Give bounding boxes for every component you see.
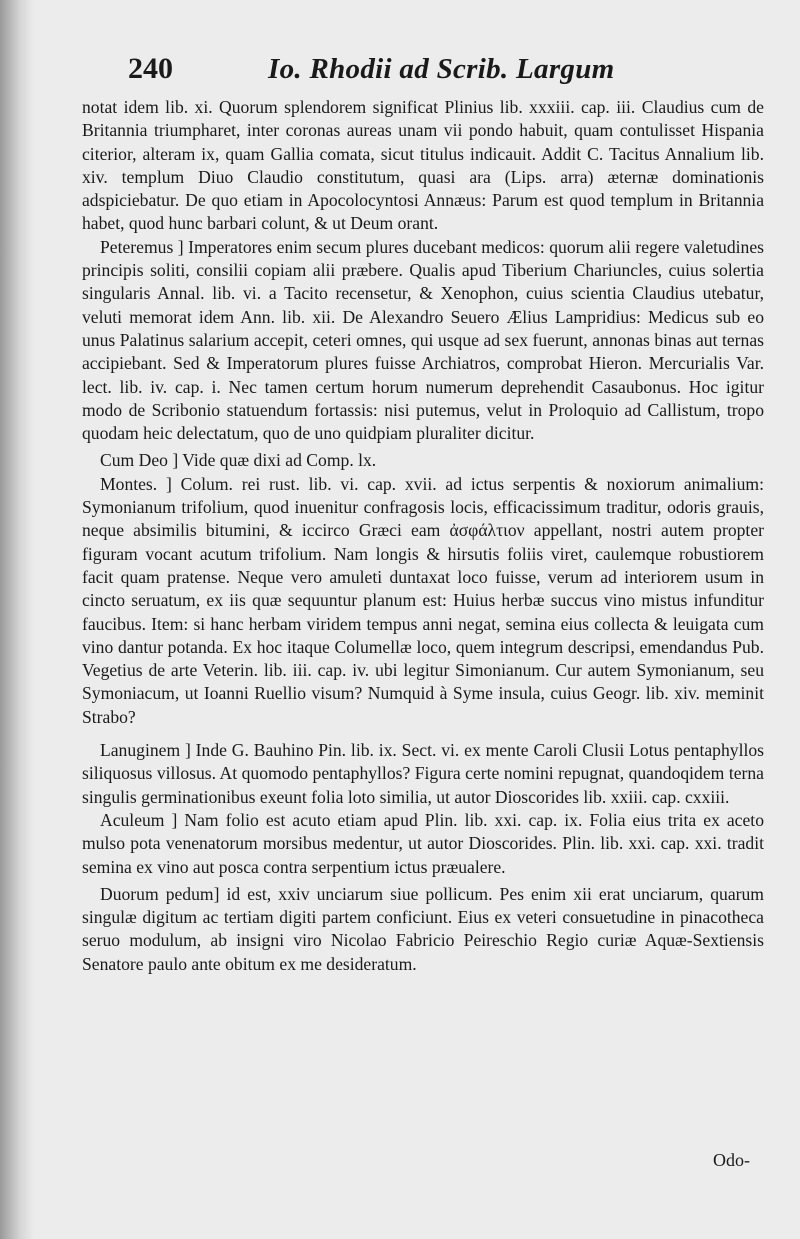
page-number: 240 xyxy=(128,52,173,85)
catchword: Odo- xyxy=(713,1150,750,1170)
body-text xyxy=(82,96,764,976)
running-head xyxy=(82,52,764,94)
paragraph-montes: Montes. ] Colum. rei rust. lib. vi. cap. xvii. ad ictus serpentis & noxiorum animalium: Symonianum trifolium, quod inuenitur confragosis locis, efficacissimum traditur, odoris grauis, neque absimilis bitumini, & iccirco Græci eam ἀσφάλτιον appellant, nostri autem propter figuram vocant acutum trifolium. Nam longis & hirsutis foliis viret, caulemque robustiorem facit quam pratense. Neque vero amuleti duntaxat loco fuisse, verum ad interiorem usum in cincto seruatum, ex iis quæ sequuntur planum est: Huius herbæ succus vino mistus infunditur faucibus. Item: si hanc herbam viridem tempus anni negat, semina eius collecta & leuigata cum vino dantur potanda. Ex hoc itaque Columellæ loco, quem integrum descripsi, emendandus Pub. Vegetius de arte Veterin. lib. iii. cap. iv. ubi legitur Simonianum. Cur autem Symonianum, seu Symoniacum, ut Ioanni Ruellio visum? Numquid à Syme insula, cuius Geogr. lib. xiv. meminit Strabo? xyxy=(82,473,764,727)
paragraph-cum-deo: Cum Deo ] Vide quæ dixi ad Comp. lx. xyxy=(100,450,377,471)
paragraph-lanuginem: Lanuginem ] Inde G. Bauhino Pin. lib. ix. Sect. vi. ex mente Caroli Clusii Lotus pentaphyllos siliquosus villosus. At quomodo pentaphyllos? Figura certe nomini repugnat, quandoqidem terna singulis germinationibus exeunt folia loto similia, ut autor Dioscorides lib. xxiii. cap. cxxiii. xyxy=(82,740,764,807)
paragraph-peteremus: Peteremus ] Imperatores enim secum plures ducebant medicos: quorum alii regere valetudines principis soliti, consilii copiam alii præbere. Qualis apud Tiberium Chariuncles, cuius solertia singularis Annal. lib. vi. a Tacito recensetur, & Xenophon, cuius scientia Claudius utebatur, veluti memorat idem Ann. lib. xii. De Alexandro Seuero Ælius Lampridius: Medicus sub eo unus Palatinus salarium accepit, ceteri omnes, qui usque ad sex fuerunt, annonas binas aut ternas accipiebant. Sed & Imperatorum plures fuisse Archiatros, comprobat Hieron. Mercurialis Var. lect. lib. iv. cap. i. Nec tamen certum horum numerum deprehendit Casaubonus. Hoc igitur modo de Scribonio statuendum fortassis: nisi putemus, velut in Proloquio ad Callistum, tropo quodam heic delectatum, quo de uno quidpiam pluraliter dicitur. xyxy=(82,236,764,444)
paragraph-continuation: notat idem lib. xi. Quorum splendorem significat Plinius lib. xxxiii. cap. iii. Claudius cum de Britannia triumpharet, inter coronas aureas unam vii pondo habuit, quam contulisset Hispania citerior, alteram ix, quam Gallia comata, sicut titulus indicauit. Addit C. Tacitus Annalium lib. xiv. templum Diuo Claudio constitutum, quasi ara (Lips. arra) æternæ dominationis adspiciebatur. De quo etiam in Apocolocyntosi Annæus: Parum est quod templum in Britannia habet, quod hunc barbari colunt, & ut Deum orant. xyxy=(82,97,764,234)
paragraph-aculeum: Aculeum ] Nam folio est acuto etiam apud Plin. lib. xxi. cap. ix. Folia eius trita ex aceto mulso pota venenatorum morsibus medentur, ut autor Dioscorides. Plin. lib. xxi. cap. xxi. tradit semina ex vino aut posca contra serpentium ictus præualere. xyxy=(82,809,764,877)
paragraph-duorum-pedum: Duorum pedum] id est, xxiv unciarum siue pollicum. Pes enim xii erat unciarum, quarum singulæ digitum ac tertiam digiti partem conficiunt. Eius ex veteri consuetudine in pinacotheca seruo modulum, ab insigni viro Nicolao Fabricio Peireschio Regio curiæ Aquæ-Sextiensis Senatore paulo ante obitum ex me desideratum. xyxy=(82,883,764,974)
running-title: Io. Rhodii ad Scrib. Largum xyxy=(268,53,615,85)
